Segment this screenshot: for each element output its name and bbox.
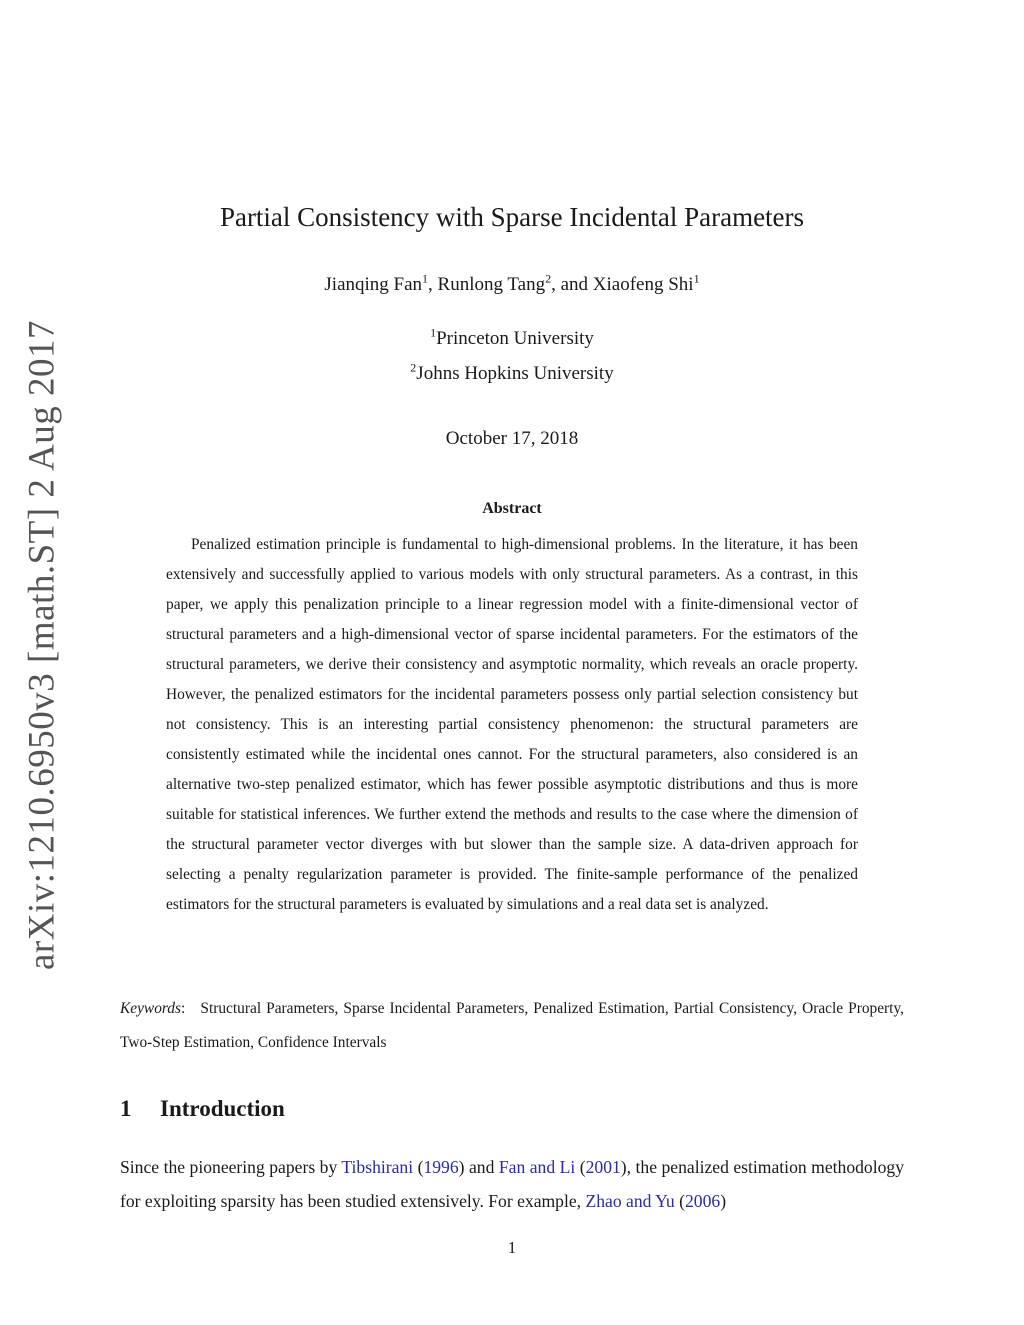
affiliation-mark: 1: [430, 325, 437, 340]
intro-text: ): [720, 1191, 727, 1211]
citation-year-link[interactable]: 1996: [423, 1157, 459, 1177]
paper-date: October 17, 2018: [445, 428, 579, 449]
author-name: Xiaofeng Shi: [592, 274, 694, 295]
author-separator: ,: [428, 274, 438, 295]
intro-text: (: [413, 1157, 424, 1177]
abstract-heading: Abstract: [482, 500, 542, 517]
citation-link[interactable]: Tibshirani: [341, 1157, 414, 1177]
citation-year-link[interactable]: 2006: [685, 1191, 721, 1211]
keywords-label: Keywords: [120, 1000, 181, 1017]
author-separator: , and: [551, 274, 593, 295]
intro-paragraph: [120, 1150, 904, 1218]
author-affiliation-mark: 2: [545, 271, 552, 286]
abstract-text: Penalized estimation principle is fundamental to high-dimensional problems. In the literature, it has been extensively and successfully applied to various models with only structural parameters. As a contrast, in this paper, we apply this penalization principle to a linear regression model with a finite-dimensional vector of structural parameters and a high-dimensional vector of sparse incidental parameters. For the estimators of the structural parameters, we derive their consistency and asymptotic normality, which reveals an oracle property. However, the penalized estimators for the incidental parameters possess only partial selection consistency but not consistency. This is an interesting partial consistency phenomenon: the structural parameters are consistently estimated while the incidental ones cannot. For the structural parameters, also considered is an alternative two-step penalized estimator, which has fewer possible asymptotic distributions and thus is more suitable for statistical inferences. We further extend the methods and results to the case where the dimension of the structural parameter vector diverges with but slower than the sample size. A data-driven approach for selecting a penalty regularization parameter is provided. The finite-sample performance of the penalized estimators for the structural parameters is evaluated by simulations and a real data set is analyzed.: [166, 536, 858, 913]
author-affiliation-mark: 1: [422, 271, 429, 286]
paper-title: Partial Consistency with Sparse Incidental Parameters: [219, 202, 805, 232]
affiliation: [0, 325, 1024, 350]
affiliation-name: Princeton University: [436, 328, 594, 349]
affiliation-mark: 2: [410, 360, 417, 375]
arxiv-identifier-stamp: arXiv:1210.6950v3 [math.ST] 2 Aug 2017: [21, 319, 63, 971]
author-affiliation-mark: 1: [693, 271, 700, 286]
section-heading: [120, 1096, 285, 1122]
affiliation-name: Johns Hopkins University: [416, 363, 614, 384]
author-name: Runlong Tang: [437, 274, 546, 295]
keywords-list: Structural Parameters, Sparse Incidental Parameters, Penalized Estimation, Partial Consistency, Oracle Property, Two-Step Estimation, Confidence Intervals: [120, 1000, 904, 1051]
author-list: [0, 271, 1024, 296]
citation-link[interactable]: Fan and Li: [498, 1157, 576, 1177]
author-name: Jianqing Fan: [324, 274, 423, 295]
intro-text: (: [674, 1191, 685, 1211]
intro-text: ), the penalized estimation methodology for exploiting sparsity has been studied extensively. For example,: [120, 1157, 904, 1211]
section-number: 1: [120, 1096, 132, 1121]
section-title: Introduction: [160, 1096, 285, 1121]
intro-text: Since the pioneering papers by: [120, 1157, 342, 1177]
affiliation: [0, 360, 1024, 385]
intro-text: ) and: [458, 1157, 499, 1177]
citation-link[interactable]: Zhao and Yu: [585, 1191, 675, 1211]
intro-text: (: [575, 1157, 586, 1177]
citation-year-link[interactable]: 2001: [585, 1157, 621, 1177]
page-number: 1: [507, 1238, 517, 1257]
keywords: Keywords: Structural Parameters, Sparse Incidental Parameters, Penalized Estimation, Partial Consistency, Oracle Property, Two-Step Estimation, Confidence Intervals: [120, 1000, 904, 1051]
